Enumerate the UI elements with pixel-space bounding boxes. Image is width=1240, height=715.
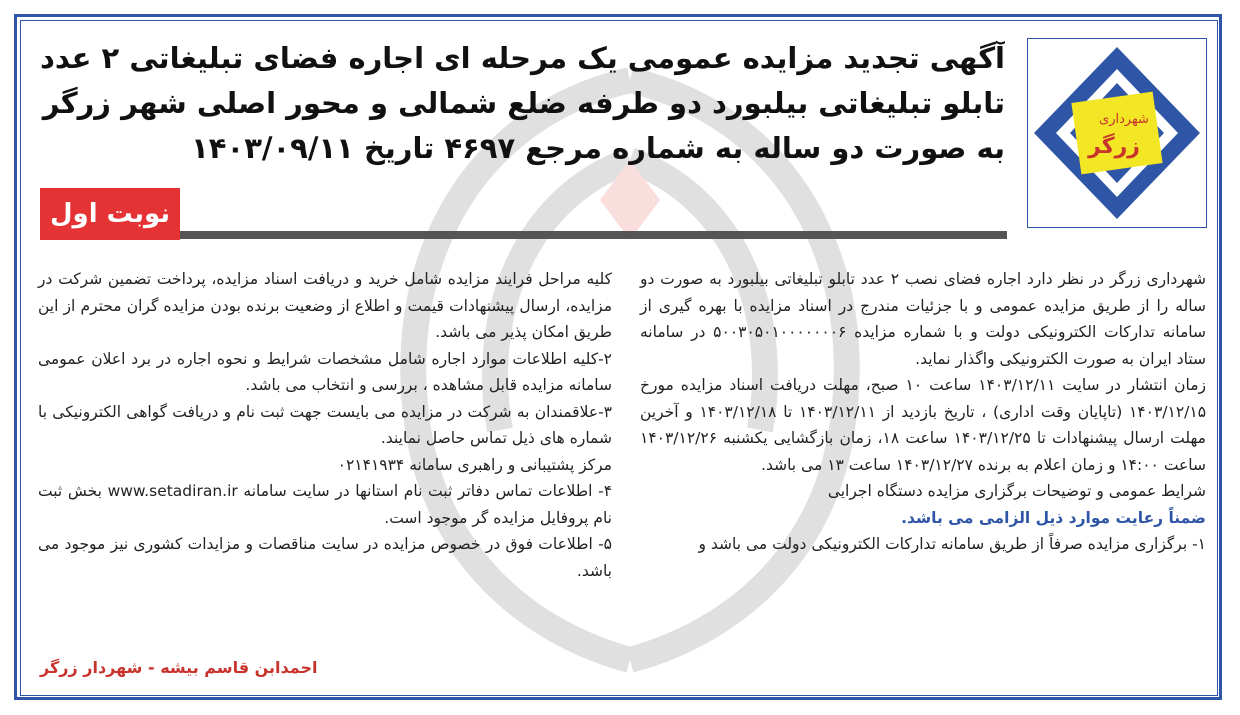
support-center-phone: مرکز پشتیبانی و راهبری سامانه ۰۲۱۴۱۹۳۴: [337, 455, 612, 474]
rule-item-3: ۳-علاقمندان به شرکت در مزایده می بایست جهت ثبت نام و دریافت گواهی الکترونیکی با شماره های ذیل تماس حاصل نمایند.: [38, 402, 612, 447]
rule-item-2: ۲-کلیه اطلاعات موارد اجاره شامل مشخصات شرایط و نحوه اجاره در برد اعلان عمومی سامانه مزایده قابل مشاهده ، بررسی و انتخاب می باشد.: [38, 349, 612, 394]
rule-item-4-tail: بخش ثبت نام پروفایل مزایده گر موجود است.: [38, 482, 612, 527]
rule-item-1-continued: کلیه مراحل فرایند مزایده شامل خرید و دریافت اسناد مزایده، پرداخت تضمین شرکت در مزایده، ارسال پیشنهادات قیمت و اطلاع از وضعیت برنده بودن مزایده گران محترم از این طریق امکان پذیر می باشد.: [38, 270, 612, 341]
rule-item-5: ۵- اطلاعات فوق در خصوص مزایده در سایت مناقصات و مزایدات کشوری نیز موجود می باشد.: [38, 535, 612, 580]
rule-item-4-text: ۴- اطلاعات تماس دفاتر ثبت نام استانها در سایت سامانه: [243, 482, 613, 500]
mayor-signature: احمدابن قاسم بیشه - شهردار زرگر: [40, 658, 318, 677]
intro-paragraph: شهرداری زرگر در نظر دارد اجاره فضای نصب ۲ عدد تابلو تبلیغاتی بیلبورد به صورت دو ساله را از طریق مزایده عمومی و با جزئیات مندرج در اسناد مزایده با بهره گیری از سامانه تدارکات الکترونیکی دولت و با شماره مزایده ۵۰۰۳۰۵۰۱۰۰۰۰۰۰۰۶ در سامانه ستاد ایران به صورت الکترونیکی واگذار نماید.: [640, 270, 1206, 368]
setadiran-link[interactable]: www.setadiran.ir: [107, 482, 238, 500]
title-line-2: تابلو تبلیغاتی بیلبورد دو طرفه ضلع شمالی و محور اصلی شهر زرگر: [42, 86, 1005, 120]
rule-item-4: [38, 478, 612, 531]
schedule-paragraph: زمان انتشار در سایت ۱۴۰۳/۱۲/۱۱ ساعت ۱۰ صبح، مهلت دریافت اسناد مزایده مورخ ۱۴۰۳/۱۲/۱۵ (تاپایان وقت اداری) ، تاریخ بازدید از ۱۴۰۳/۱۲/۱۱ تا ۱۴۰۳/۱۲/۱۸ و آخرین مهلت ارسال پیشنهادات تا ۱۴۰۳/۱۲/۲۵ ساعت ۱۸، زمان بازگشایی یکشنبه ۱۴۰۳/۱۲/۲۶ ساعت ۱۴:۰۰ و زمان اعلام به برنده ۱۴۰۳/۱۲/۲۷ ساعت ۱۳ می باشد.: [640, 376, 1207, 474]
title-divider: [180, 231, 1007, 239]
municipality-logo: [1027, 38, 1207, 228]
municipality-logo-icon: [1028, 39, 1206, 227]
round-badge: نوبت اول: [40, 188, 180, 240]
title-line-1: آگهی تجدید مزایده عمومی یک مرحله ای اجاره فضای تبلیغاتی ۲ عدد: [40, 41, 1005, 75]
title-line-3: به صورت دو ساله به شماره مرجع ۴۶۹۷ تاریخ ۱۴۰۳/۰۹/۱۱: [191, 131, 1005, 165]
logo-caption-main: زرگر: [1088, 134, 1140, 159]
left-text-column: [38, 266, 612, 584]
conditions-heading: شرایط عمومی و توضیحات برگزاری مزایده دستگاه اجرایی: [827, 482, 1206, 500]
logo-caption-top: شهرداری: [1099, 112, 1149, 127]
ad-title: [40, 36, 1005, 171]
right-text-column: [640, 266, 1206, 558]
rule-item-1: ۱- برگزاری مزایده صرفاً از طریق سامانه تدارکات الکترونیکی دولت می باشد و: [698, 535, 1206, 553]
mandatory-note: ضمناً رعایت موارد ذیل الزامی می باشد.: [901, 508, 1206, 527]
